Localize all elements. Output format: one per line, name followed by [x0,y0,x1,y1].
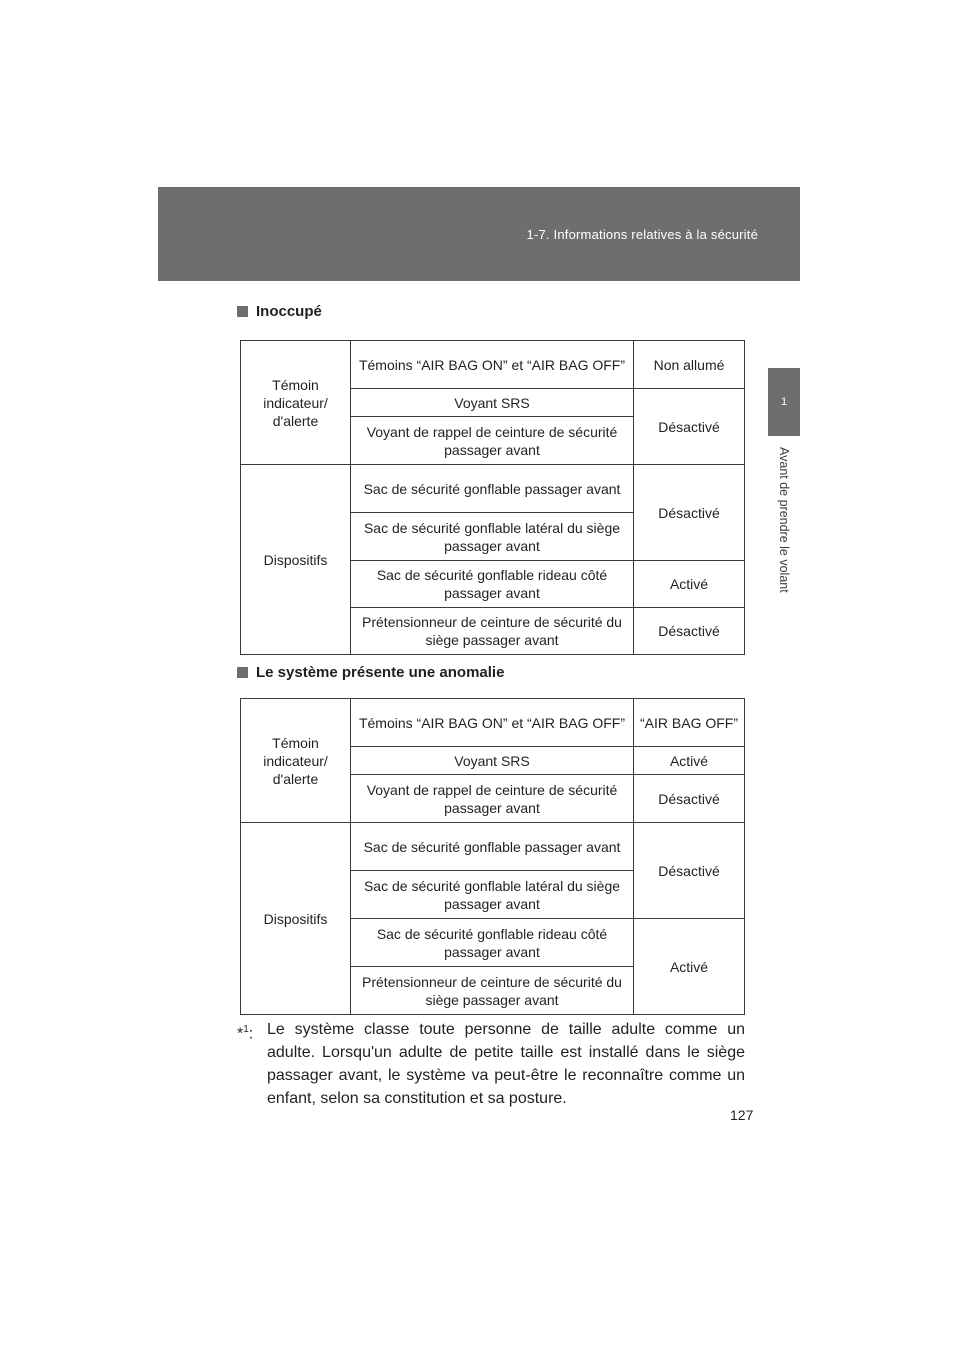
status-cell: Activé [634,747,745,775]
item-cell: Voyant SRS [351,389,634,417]
status-cell: Activé [634,561,745,608]
item-cell: Prétensionneur de ceinture de sécurité du siège passager avant [351,967,634,1015]
square-bullet-icon [237,306,248,317]
status-cell: Activé [634,919,745,1015]
item-cell: Prétensionneur de ceinture de sécurité du siège passager avant [351,608,634,655]
status-cell: Désactivé [634,823,745,919]
status-cell: Non allumé [634,341,745,389]
section-heading-text: Le système présente une anomalie [256,664,505,681]
item-cell: Sac de sécurité gonflable rideau côté passager avant [351,919,634,967]
group-cell-indicator: Témoin indicateur/ d'alerte [241,341,351,465]
chapter-number: 1 [780,396,788,408]
item-cell: Sac de sécurité gonflable passager avant [351,823,634,871]
status-cell: Désactivé [634,775,745,823]
status-cell: Désactivé [634,465,745,561]
section-heading-anomalie [237,664,504,681]
page-number: 127 [730,1107,754,1123]
section-heading-text: Inoccupé [256,303,322,320]
table-row [241,465,745,513]
table-row [241,823,745,871]
status-table-inoccupe [240,340,745,655]
group-cell-devices: Dispositifs [241,465,351,655]
item-cell: Témoins “AIR BAG ON” et “AIR BAG OFF” [351,341,634,389]
section-title: 1-7. Informations relatives à la sécurité [526,227,758,242]
item-cell: Voyant de rappel de ceinture de sécurité passager avant [351,417,634,465]
footnote-text: Le système classe toute personne de taille adulte comme un adulte. Lorsqu'un adulte de petite taille est installé dans le siège passager avant, le système va peut-être le reconnaître comme un enfant, selon sa constitution et sa posture. [267,1021,745,1107]
status-cell: Désactivé [634,389,745,465]
group-cell-devices: Dispositifs [241,823,351,1015]
status-table-anomalie [240,698,745,1015]
item-cell: Sac de sécurité gonflable latéral du siège passager avant [351,513,634,561]
item-cell: Voyant de rappel de ceinture de sécurité passager avant [351,775,634,823]
table-row [241,341,745,389]
group-cell-indicator: Témoin indicateur/ d'alerte [241,699,351,823]
chapter-header-band [158,187,800,281]
item-cell: Sac de sécurité gonflable passager avant [351,465,634,513]
section-heading-inoccupe [237,303,322,320]
chapter-label: Avant de prendre le volant [777,447,791,593]
status-cell: “AIR BAG OFF” [634,699,745,747]
item-cell: Sac de sécurité gonflable latéral du siège passager avant [351,871,634,919]
item-cell: Témoins “AIR BAG ON” et “AIR BAG OFF” [351,699,634,747]
chapter-tab [768,368,800,436]
table-row [241,699,745,747]
footnote [237,1018,745,1110]
square-bullet-icon [237,667,248,678]
item-cell: Voyant SRS [351,747,634,775]
item-cell: Sac de sécurité gonflable rideau côté passager avant [351,561,634,608]
footnote-marker: *$^1$: [237,1024,254,1043]
status-cell: Désactivé [634,608,745,655]
